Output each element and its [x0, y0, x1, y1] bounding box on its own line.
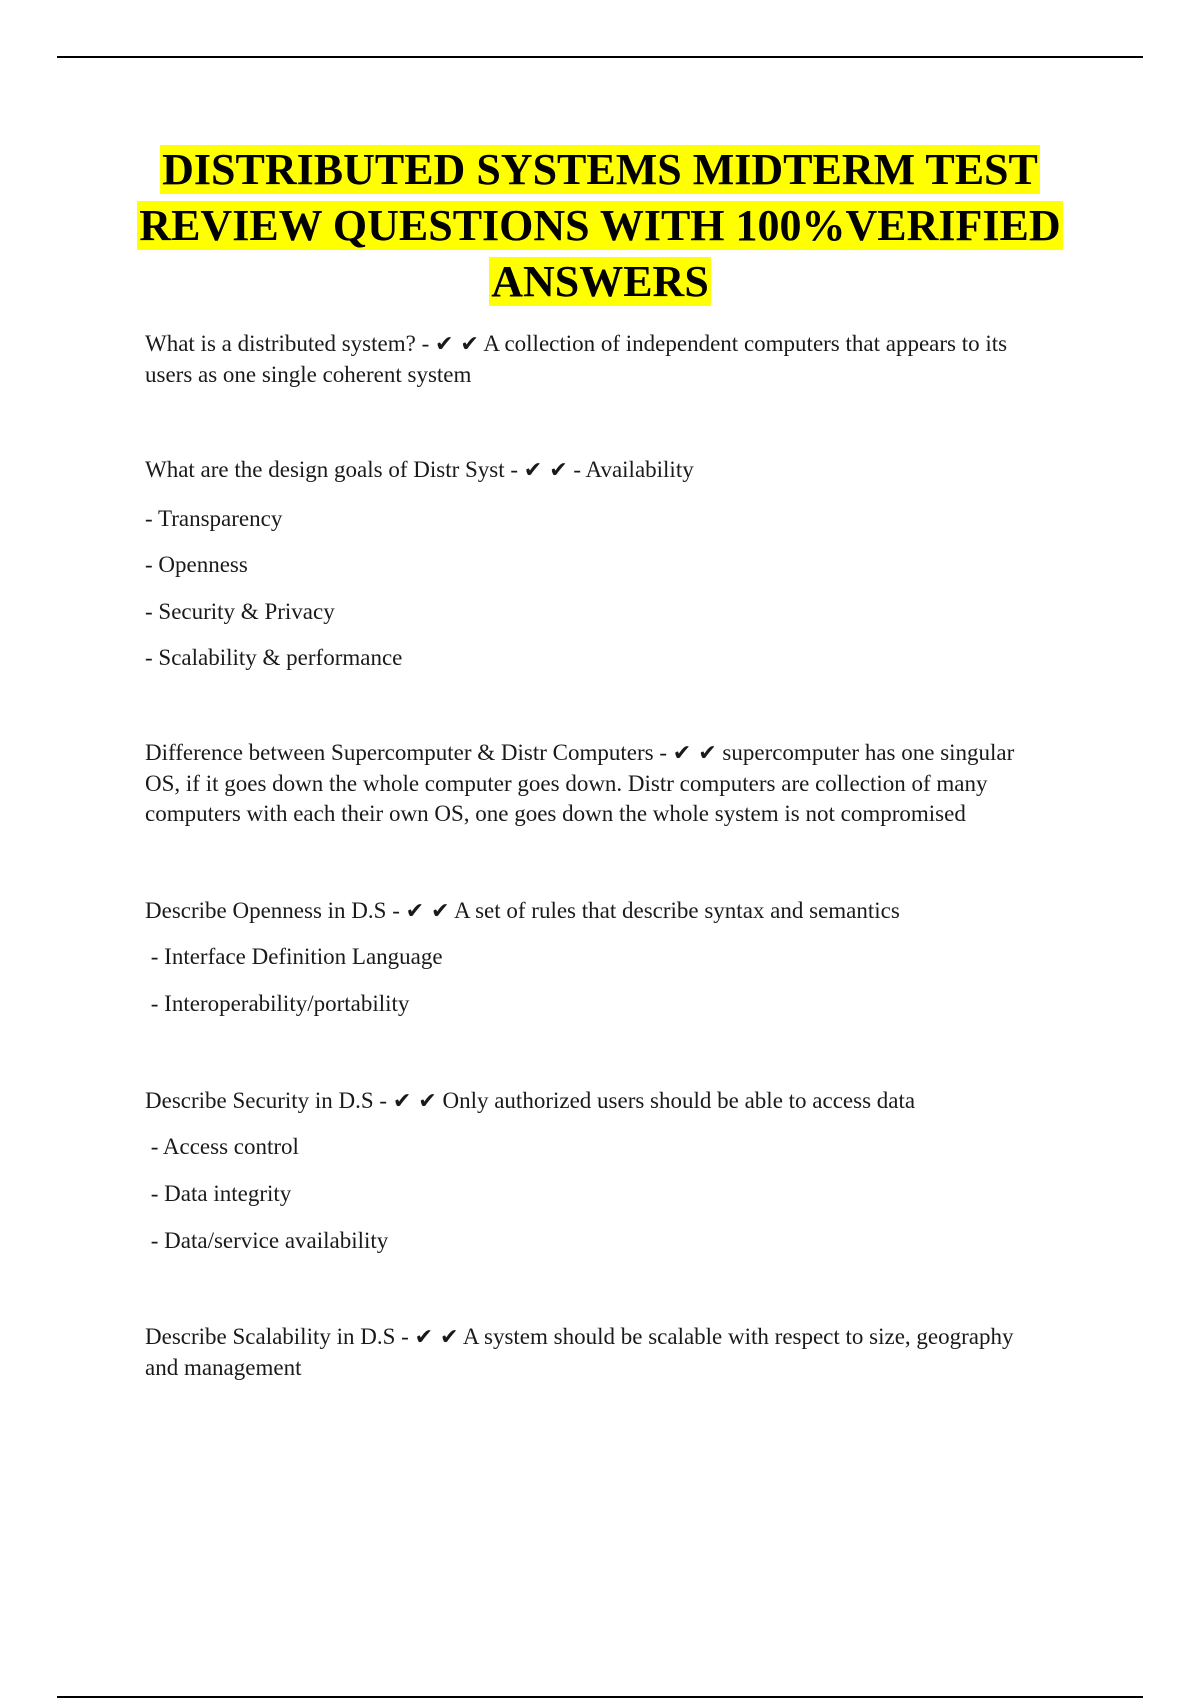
question-text: Describe Openness in D.S - — [145, 898, 400, 923]
qa-block-2 — [145, 455, 1075, 486]
answer-continuation: users as one single coherent system — [145, 362, 472, 387]
question-text: What is a distributed system? - — [145, 331, 430, 356]
list-item: - Scalability & performance — [145, 645, 403, 670]
qa-block-1 — [145, 329, 1075, 390]
document-title — [100, 142, 1100, 310]
list-item: - Access control — [145, 1134, 299, 1159]
title-line-2: REVIEW QUESTIONS WITH 100%VERIFIED — [139, 201, 1061, 250]
answer-text: Only authorized users should be able to access data — [442, 1088, 916, 1113]
bottom-rule — [57, 1696, 1143, 1698]
list-item: - Interoperability/portability — [145, 991, 410, 1016]
check-icon: ✔ ✔ — [414, 1325, 459, 1350]
list-item: - Data integrity — [145, 1181, 292, 1206]
answer-text: - Availability — [573, 457, 694, 482]
check-icon: ✔ ✔ — [405, 899, 450, 924]
qa-block-5 — [145, 1086, 1075, 1117]
answer-continuation: computers with each their own OS, one goes down the whole system is not compromised — [145, 801, 966, 826]
answer-text: A system should be scalable with respect to size, geography — [462, 1324, 1014, 1349]
question-text: What are the design goals of Distr Syst - — [145, 457, 519, 482]
list-item: - Security & Privacy — [145, 599, 335, 624]
question-text: Difference between Supercomputer & Distr Computers - — [145, 740, 668, 765]
answer-continuation: OS, if it goes down the whole computer goes down. Distr computers are collection of many — [145, 771, 988, 796]
list-item: - Openness — [145, 552, 248, 577]
check-icon: ✔ ✔ — [672, 741, 717, 766]
qa-block-3 — [145, 738, 1075, 829]
list-item: - Interface Definition Language — [145, 944, 443, 969]
answer-continuation: and management — [145, 1355, 302, 1380]
question-text: Describe Security in D.S - — [145, 1088, 388, 1113]
qa-block-4 — [145, 896, 1075, 927]
check-icon: ✔ ✔ — [435, 332, 479, 357]
check-icon: ✔ ✔ — [392, 1089, 437, 1114]
list-item: - Transparency — [145, 506, 283, 531]
title-line-3: ANSWERS — [491, 257, 709, 306]
qa-block-6 — [145, 1322, 1075, 1383]
title-line-1: DISTRIBUTED SYSTEMS MIDTERM TEST — [162, 145, 1038, 194]
answer-text: supercomputer has one singular — [722, 740, 1015, 765]
check-icon: ✔ ✔ — [523, 458, 568, 483]
top-rule — [57, 56, 1143, 58]
list-item: - Data/service availability — [145, 1228, 389, 1253]
question-text: Describe Scalability in D.S - — [145, 1324, 409, 1349]
answer-text: A collection of independent computers that appears to its — [483, 331, 1008, 356]
answer-text: A set of rules that describe syntax and semantics — [453, 898, 900, 923]
